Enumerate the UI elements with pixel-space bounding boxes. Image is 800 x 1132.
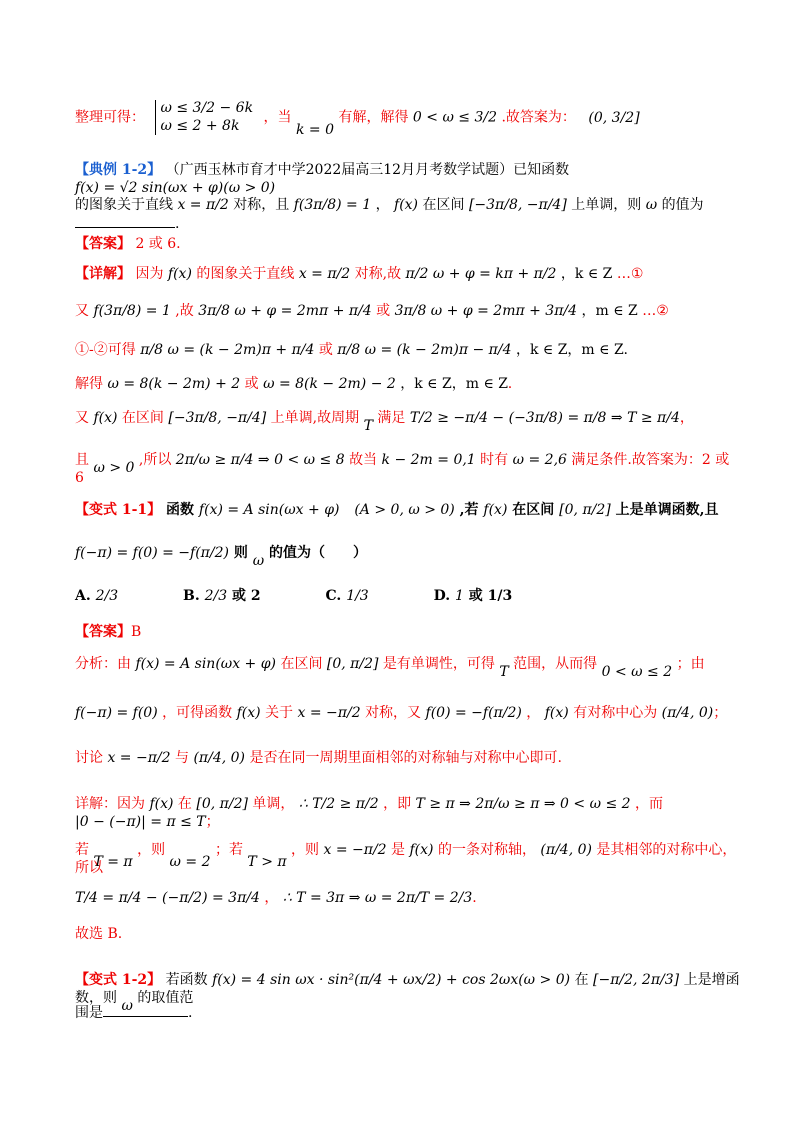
variant-1-2-line2: 围是 . [75, 1005, 193, 1021]
detail-11-line-1: 详解：因为 f(x) 在 [0, π/2] 单调， ∴ T/2 ≥ π/2 ，即 T ≥ π ⇒ 2π/ω ≥ π ⇒ 0 < ω ≤ 2 ，而 |0 − (−π)| = π ≤ T； [75, 796, 663, 830]
option-c[interactable]: C. 1/3 [325, 588, 369, 604]
detail-line-1: 【详解】 因为 f(x) 的图象关于直线 x = π/2 对称,故 π/2 ω + φ = kπ + π/2 ，k ∈ Z …① [75, 266, 644, 282]
variant-1-1-line2: f(−π) = f(0) = −f(π/2) 则 ω 的值为（ ） [75, 545, 368, 569]
system-of-inequalities: ω ≤ 3/2 − 6k ω ≤ 2 + 8k [155, 100, 253, 135]
variant-1-1-options [75, 588, 740, 606]
option-b[interactable]: B. 2/3 或 2 [183, 588, 261, 604]
analysis-line-2: f(−π) = f(0) ，可得函数 f(x) 关于 x = −π/2 对称，又 f(0) = −f(π/2) ， f(x) 有对称中心为 (π/4, 0)； [75, 705, 728, 721]
detail-11-line-3: T/4 = π/4 − (−π/2) = 3π/4 ， ∴ T = 3π ⇒ ω = 2π/T = 2/3. [75, 890, 477, 906]
detail-11-line-4: 故选 B. [75, 926, 123, 942]
analysis-line-1: 分析：由 f(x) = A sin(ωx + φ) 在区间 [0, π/2] 是有单调性，可得 T 范围，从而得 0 < ω ≤ 2 ；由 [75, 656, 705, 680]
simplify-line: 整理可得： ω ≤ 3/2 − 6k ω ≤ 2 + 8k ，当 k = 0 有解，解得 0 < ω ≤ 3/2 .故答案为： (0, 3/2] [75, 100, 640, 138]
variant-1-2: 【变式 1-2】 若函数 f(x) = 4 sin ωx · sin²(π/4 + ωx/2) + cos 2ωx(ω > 0) 在 [−π/2, 2π/3] 上是增函数，则 ω 的取值范 [75, 972, 740, 1014]
detail-line-2: 又 f(3π/8) = 1 ,故 3π/8 ω + φ = 2mπ + π/4 或 3π/8 ω + φ = 2mπ + 3π/4 ，m ∈ Z …② [75, 303, 669, 319]
detail-11-line-2: 若 T = π ，则 ω = 2 ；若 T > π ，则 x = −π/2 是 f(x) 的一条对称轴， (π/4, 0) 是其相邻的对称中心，所以 [75, 842, 737, 876]
answer-1-2: 【答案】 2 或 6. [75, 236, 181, 252]
example-1-2: 【典例 1-2】 （广西玉林市育才中学2022届高三12月月考数学试题）已知函数 f(x) = √2 sin(ωx + φ)(ω > 0) [75, 162, 570, 196]
variant-1-1: 【变式 1-1】 函数 f(x) = A sin(ωx + φ) (A > 0, ω > 0) ,若 f(x) 在区间 [0, π/2] 上是单调函数,且 [75, 502, 719, 518]
example-tag: 【典例 1-2】 [75, 162, 162, 178]
analysis-line-3: 讨论 x = −π/2 与 (π/4, 0) 是否在同一周期里面相邻的对称轴与对称中心即可. [75, 750, 562, 766]
detail-line-6: 且 ω > 0 ,所以 2π/ω ≥ π/4 ⇒ 0 < ω ≤ 8 故当 k − 2m = 0,1 时有 ω = 2,6 满足条件.故答案为：2 或 6 [75, 452, 730, 486]
answer-blank [75, 215, 175, 228]
detail-line-3: ①-②可得 π/8 ω = (k − 2m)π + π/4 或 π/8 ω = (k − 2m)π − π/4 ，k ∈ Z，m ∈ Z. [75, 342, 628, 358]
detail-line-5: 又 f(x) 在区间 [−3π/8, −π/4] 上单调,故周期 T 满足 T/2 ≥ −π/4 − (−3π/8) = π/8 ⇒ T ≥ π/4， [75, 410, 694, 434]
option-a[interactable]: A. 2/3 [75, 588, 119, 604]
answer-1-1: 【答案】B [75, 624, 142, 640]
example-1-2-line2: 的图象关于直线 x = π/2 对称，且 f(3π/8) = 1 ， f(x) 在区间 [−3π/8, −π/4] 上单调，则 ω 的值为 . [75, 197, 704, 232]
answer-blank [103, 1004, 188, 1017]
option-d[interactable]: D. 1 或 1/3 [433, 588, 513, 604]
detail-line-4: 解得 ω = 8(k − 2m) + 2 或 ω = 8(k − 2m) − 2 ，k ∈ Z，m ∈ Z. [75, 376, 513, 392]
